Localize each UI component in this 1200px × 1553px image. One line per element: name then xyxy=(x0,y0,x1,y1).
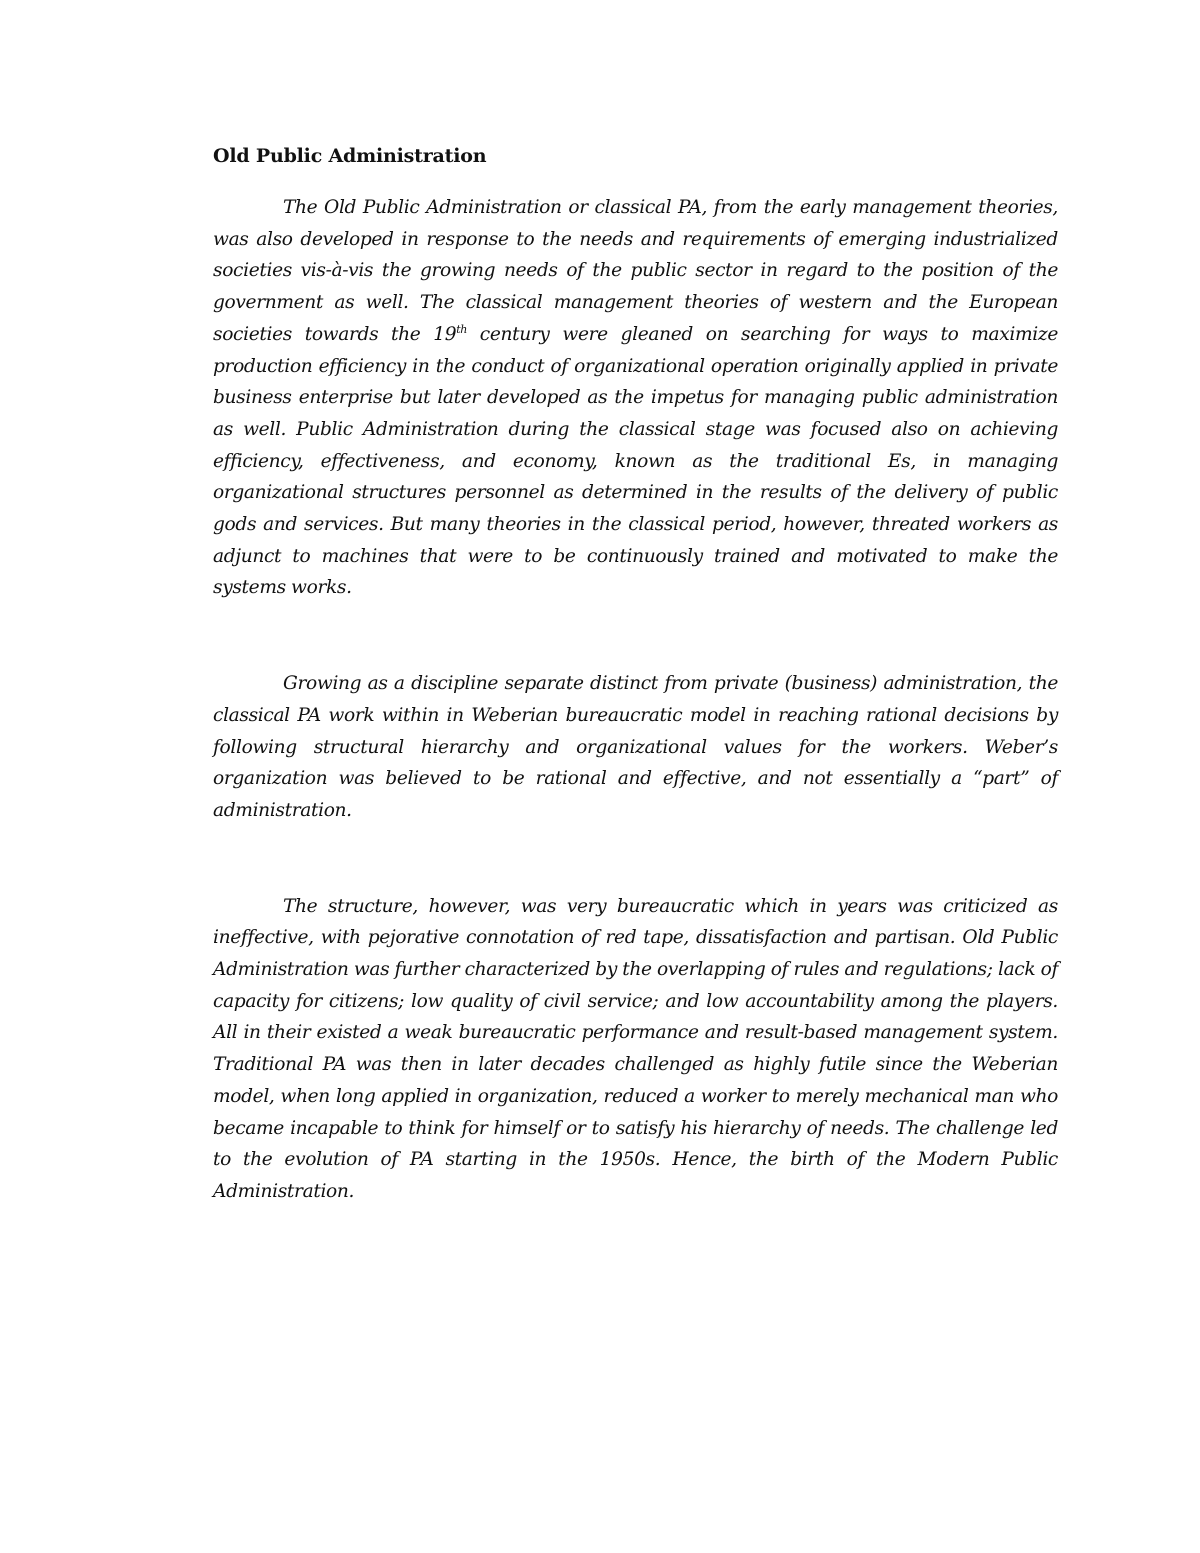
paragraph-2: Growing as a discipline separate distinct from private (business) administration, the classical PA work within in Weberian bureaucratic model in reaching rational decisions by following structural hierarchy and organizational values for the workers. Weber’s organization was believed to be rational and effective, and not essentially a “part” of administration. xyxy=(213,673,1058,821)
paragraph-1-text-b: century were gleaned on searching for ways to maximize production efficiency in the conduct of organizational operation originally applied in private business enterprise but later developed as the impetus for managing public administration as well. Public Administration during the classical stage was focused also on achieving efficiency, effectiveness, and economy, known as the traditional Es, in managing organizational structures personnel as determined in the results of the delivery of public gods and services. But many theories in the classical period, however, threated workers as adjunct to machines that were to be continuously trained and motivated to make the systems works. xyxy=(213,323,1059,599)
paragraph-3: The structure, however, was very bureaucratic which in years was criticized as ineffective, with pejorative connotation of red tape, dissatisfaction and partisan. Old Public Administration was further characterized by the overlapping of rules and regulations; lack of capacity for citizens; low quality of civil service; and low accountability among the players. All in their existed a weak bureaucratic performance and result-based management system. Traditional PA was then in later decades challenged as highly futile since the Weberian model, when long applied in organization, reduced a worker to merely mechanical man who became incapable to think for himself or to satisfy his hierarchy of needs. The challenge led to the evolution of PA starting in the 1950s. Hence, the birth of the Modern Public Administration. xyxy=(213,895,1058,1202)
document-body xyxy=(213,144,1058,1208)
document-title: Old Public Administration xyxy=(213,145,487,167)
paragraph-1 xyxy=(213,192,1058,604)
ordinal-suffix: th xyxy=(456,322,468,336)
paragraph-1-text-a: The Old Public Administration or classical PA, from the early management theories, was also developed in response to the needs and requirements of emerging industrialized societies vis-à-vis the growing needs of the public sector in regard to the position of the government as well. The classical management theories of western and the European societies towards the 19 xyxy=(213,197,1058,345)
